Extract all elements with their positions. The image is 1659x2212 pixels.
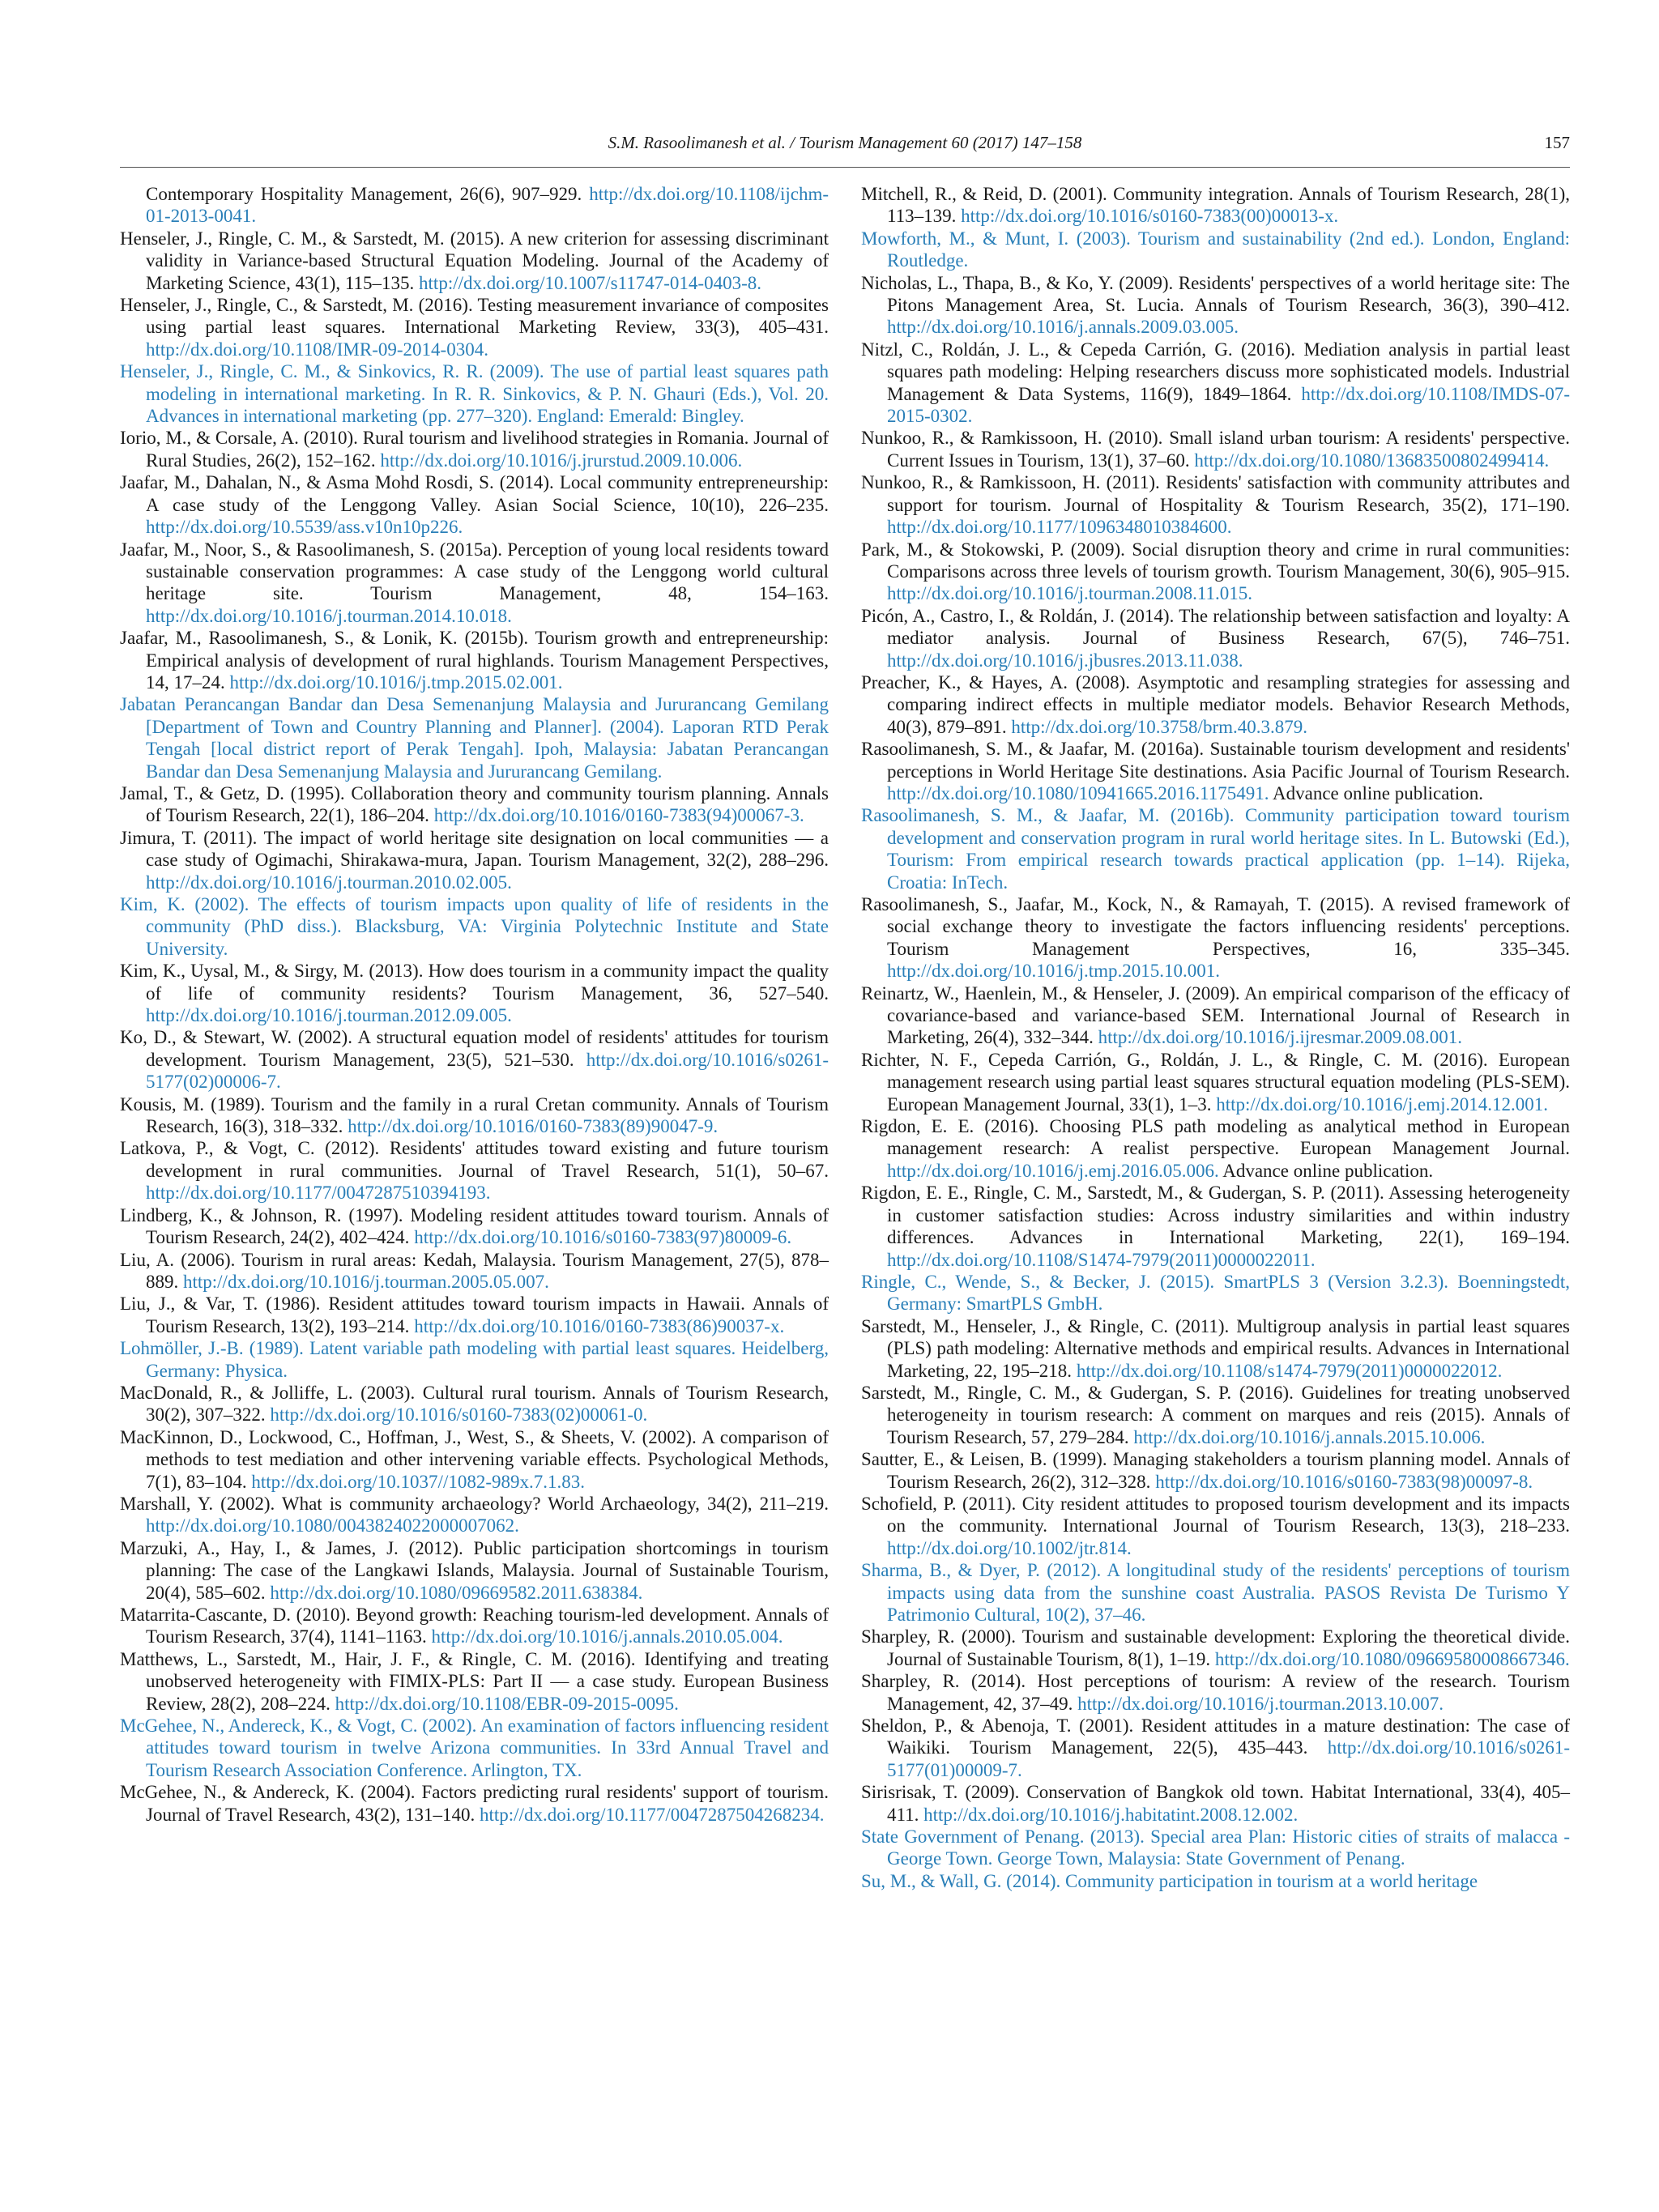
reference-entry bbox=[861, 1315, 1570, 1382]
reference-text: MacKinnon, D., Lockwood, C., Hoffman, J., West, S., & Sheets, V. (2002). A comparison of methods to test mediation and other intervening variable effects. Psychological Methods, 7(1), 83–104. bbox=[120, 1426, 829, 1492]
doi-link[interactable]: http://dx.doi.org/10.1016/j.ijresmar.2009.08.001. bbox=[1098, 1027, 1462, 1048]
reference-text: Jaafar, M., Dahalan, N., & Asma Mohd Rosdi, S. (2014). Local community entrepreneurship: A case study of the Lenggong Valley. Asian Social Science, 10(10), 226–235. bbox=[120, 472, 829, 515]
reference-text: Ringle, C., Wende, S., & Becker, J. (2015). SmartPLS 3 (Version 3.2.3). Boenningstedt, Germany: SmartPLS GmbH. bbox=[861, 1271, 1570, 1315]
doi-link[interactable]: http://dx.doi.org/10.1108/IMR-09-2014-0304. bbox=[146, 339, 488, 360]
reference-text: MacDonald, R., & Jolliffe, L. (2003). Cultural rural tourism. Annals of Tourism Research, 30(2), 307–322. bbox=[120, 1382, 829, 1426]
reference-text: Kim, K., Uysal, M., & Sirgy, M. (2013). How does tourism in a community impact the quality of life of community residents? Tourism Management, 36, 527–540. bbox=[120, 961, 829, 1004]
reference-text: Su, M., & Wall, G. (2014). Community participation in tourism at a world heritage bbox=[861, 1870, 1478, 1891]
reference-text: Jaafar, M., Rasoolimanesh, S., & Lonik, K. (2015b). Tourism growth and entrepreneurship: Empirical analysis of development of rural highlands. Tourism Management Perspectives, 14, 17–24. bbox=[120, 628, 829, 693]
doi-link[interactable]: http://dx.doi.org/10.1108/S1474-7979(2011)0000022011. bbox=[887, 1249, 1316, 1270]
reference-entry bbox=[120, 1382, 829, 1426]
reference-entry bbox=[120, 782, 829, 827]
reference-entry bbox=[861, 1182, 1570, 1271]
reference-entry bbox=[861, 1781, 1570, 1826]
doi-link[interactable]: http://dx.doi.org/10.1080/13683500802499414. bbox=[1194, 450, 1550, 471]
doi-link[interactable]: http://dx.doi.org/10.1016/j.annals.2010.05.004. bbox=[431, 1626, 783, 1647]
reference-text: Picón, A., Castro, I., & Roldán, J. (2014). The relationship between satisfaction and loyalty: A mediator analysis. Journal of Business Research, 67(5), 746–751. bbox=[861, 605, 1570, 649]
reference-text: Mitchell, R., & Reid, D. (2001). Community integration. Annals of Tourism Research, 28(1), 113–139. bbox=[861, 184, 1570, 227]
doi-link[interactable]: http://dx.doi.org/10.1080/0043824022000007062. bbox=[146, 1515, 519, 1536]
reference-text: Liu, A. (2006). Tourism in rural areas: Kedah, Malaysia. Tourism Management, 27(5), 878–889. bbox=[120, 1249, 829, 1292]
reference-entry bbox=[120, 471, 829, 538]
doi-link[interactable]: http://dx.doi.org/10.1016/0160-7383(86)90037-x. bbox=[414, 1315, 785, 1336]
reference-text: Henseler, J., Ringle, C. M., & Sinkovics, R. R. (2009). The use of partial least squares path modeling in international marketing. In R. R. Sinkovics, & P. N. Ghauri (Eds.), Vol. 20. Advances in international marketing (pp. 277–320). England: Emerald: Bingley. bbox=[120, 361, 829, 427]
reference-entry bbox=[120, 1093, 829, 1138]
doi-link[interactable]: http://dx.doi.org/10.1016/j.tourman.2013.10.007. bbox=[1077, 1693, 1444, 1714]
doi-link[interactable]: http://dx.doi.org/10.1177/0047287504268234. bbox=[480, 1804, 825, 1825]
reference-text: McGehee, N., & Andereck, K. (2004). Factors predicting rural residents' support of tourism. Journal of Travel Research, 43(2), 131–140. bbox=[120, 1782, 829, 1825]
reference-entry bbox=[120, 1537, 829, 1604]
reference-entry bbox=[120, 1137, 829, 1204]
reference-entry bbox=[861, 1115, 1570, 1182]
running-header bbox=[120, 130, 1570, 156]
reference-entry bbox=[861, 1493, 1570, 1559]
reference-text: Matthews, L., Sarstedt, M., Hair, J. F., & Ringle, C. M. (2016). Identifying and treating unobserved heterogeneity with FIMIX-PLS: Part II — a case study. European Business Review, 28(2), 208–224. bbox=[120, 1648, 829, 1714]
reference-text: Jaafar, M., Noor, S., & Rasoolimanesh, S. (2015a). Perception of young local residents toward sustainable conservation programmes: A case study of the Lenggong world cultural heritage site. Tourism Management, 48, 154–163. bbox=[120, 539, 829, 604]
doi-link[interactable]: http://dx.doi.org/10.1080/09669580008667346. bbox=[1214, 1648, 1570, 1669]
reference-text: Jabatan Perancangan Bandar dan Desa Semenanjung Malaysia and Jururancang Gemilang [Department of Town and Country Planning and Planner]. (2004). Laporan RTD Perak Tengah [local district report of Perak Tengah]. Ipoh, Malaysia: Jabatan Perancangan Bandar dan Desa Semenanjung Malaysia and Jururancang Gemilang. bbox=[120, 694, 829, 782]
reference-text: Latkova, P., & Vogt, C. (2012). Residents' attitudes toward existing and future tourism development in rural communities. Journal of Travel Research, 51(1), 50–67. bbox=[120, 1138, 829, 1181]
doi-link[interactable]: http://dx.doi.org/10.1016/s0261-5177(01)00009-7. bbox=[887, 1737, 1571, 1780]
doi-link[interactable]: http://dx.doi.org/10.1002/jtr.814. bbox=[887, 1537, 1132, 1558]
reference-entry bbox=[861, 1271, 1570, 1315]
reference-entry bbox=[120, 1604, 829, 1648]
reference-text: Ko, D., & Stewart, W. (2002). A structural equation model of residents' attitudes for tourism development. Tourism Management, 23(5), 521–530. bbox=[120, 1027, 829, 1070]
reference-entry bbox=[861, 183, 1570, 228]
reference-text: Lohmöller, J.-B. (1989). Latent variable path modeling with partial least squares. Heidelberg, Germany: Physica. bbox=[120, 1338, 829, 1381]
reference-text: State Government of Penang. (2013). Special area Plan: Historic cities of straits of malacca - George Town. George Town, Malaysia: State Government of Penang. bbox=[861, 1826, 1570, 1869]
reference-entry bbox=[120, 627, 829, 693]
doi-link[interactable]: http://dx.doi.org/10.1016/0160-7383(94)00067-3. bbox=[433, 805, 804, 826]
reference-text: Jamal, T., & Getz, D. (1995). Collaboration theory and community tourism planning. Annals of Tourism Research, 22(1), 186–204. bbox=[120, 782, 829, 826]
reference-entry bbox=[120, 228, 829, 294]
left-reference-column bbox=[120, 183, 829, 1826]
doi-link[interactable]: http://dx.doi.org/10.3758/brm.40.3.879. bbox=[1011, 716, 1307, 737]
reference-text: Marzuki, A., Hay, I., & James, J. (2012). Public participation shortcomings in tourism planning: The case of the Langkawi Islands, Malaysia. Journal of Sustainable Tourism, 20(4), 585–602. bbox=[120, 1537, 829, 1603]
doi-link[interactable]: http://dx.doi.org/10.1016/j.tmp.2015.10.001. bbox=[887, 961, 1221, 982]
doi-link[interactable]: http://dx.doi.org/10.1080/09669582.2011.638384. bbox=[270, 1582, 643, 1603]
reference-entry bbox=[120, 960, 829, 1026]
reference-entry bbox=[861, 339, 1570, 428]
reference-entry bbox=[120, 693, 829, 782]
reference-entry bbox=[120, 183, 829, 228]
reference-entry bbox=[120, 1648, 829, 1715]
reference-entry bbox=[120, 1249, 829, 1294]
doi-link[interactable]: http://dx.doi.org/10.1016/j.annals.2009.03.005. bbox=[887, 317, 1239, 338]
doi-link[interactable]: http://dx.doi.org/10.1016/j.tourman.2012.09.005. bbox=[146, 1005, 512, 1026]
reference-entry bbox=[120, 1204, 829, 1249]
reference-text: Sharpley, R. (2000). Tourism and sustainable development: Exploring the theoretical divide. Journal of Sustainable Tourism, 8(1), 1–19. bbox=[861, 1626, 1570, 1669]
reference-text: Sirisrisak, T. (2009). Conservation of Bangkok old town. Habitat International, 33(4), 405–411. bbox=[861, 1782, 1570, 1825]
reference-text: Sharpley, R. (2014). Host perceptions of tourism: A review of the research. Tourism Management, 42, 37–49. bbox=[861, 1671, 1570, 1714]
doi-link[interactable]: http://dx.doi.org/10.1016/j.annals.2015.10.006. bbox=[1133, 1426, 1486, 1447]
doi-link[interactable]: http://dx.doi.org/10.1177/0047287510394193. bbox=[146, 1183, 491, 1204]
reference-entry bbox=[861, 471, 1570, 538]
doi-link[interactable]: http://dx.doi.org/10.1016/j.tourman.2010.02.005. bbox=[146, 872, 512, 893]
reference-text: Preacher, K., & Hayes, A. (2008). Asymptotic and resampling strategies for assessing and comparing indirect effects in multiple mediator models. Behavior Research Methods, 40(3), 879–891. bbox=[861, 671, 1570, 737]
right-reference-column bbox=[861, 183, 1570, 1892]
reference-entry bbox=[120, 1026, 829, 1093]
reference-entry bbox=[120, 1337, 829, 1382]
reference-text: Marshall, Y. (2002). What is community archaeology? World Archaeology, 34(2), 211–219. bbox=[120, 1493, 829, 1514]
reference-text: Sheldon, P., & Abenoja, T. (2001). Resident attitudes in a mature destination: The case of Waikiki. Tourism Management, 22(5), 435–443. bbox=[861, 1715, 1570, 1758]
doi-link[interactable]: http://dx.doi.org/10.1016/j.jbusres.2013.11.038. bbox=[887, 650, 1243, 671]
reference-entry bbox=[120, 1493, 829, 1537]
doi-link[interactable]: http://dx.doi.org/10.1016/j.tourman.2008.11.015. bbox=[887, 583, 1253, 604]
reference-text: Matarrita-Cascante, D. (2010). Beyond growth: Reaching tourism-led development. Annals of Tourism Research, 37(4), 1141–1163. bbox=[120, 1605, 829, 1647]
doi-link[interactable]: http://dx.doi.org/10.5539/ass.v10n10p226. bbox=[146, 517, 463, 538]
doi-link[interactable]: http://dx.doi.org/10.1016/s0160-7383(02)00061-0. bbox=[270, 1404, 648, 1426]
reference-entry bbox=[861, 1382, 1570, 1448]
reference-text: Nitzl, C., Roldán, J. L., & Cepeda Carrión, G. (2016). Mediation analysis in partial least squares path modeling: Helping researchers discuss more sophisticated models. Industrial Management & Data Systems, 116(9), 1849–1864. bbox=[861, 339, 1570, 404]
reference-entry bbox=[120, 1781, 829, 1826]
reference-entry bbox=[861, 1049, 1570, 1115]
reference-text: Lindberg, K., & Johnson, R. (1997). Modeling resident attitudes toward tourism. Annals of Tourism Research, 24(2), 402–424. bbox=[120, 1204, 829, 1248]
reference-entry bbox=[120, 427, 829, 471]
reference-text: Henseler, J., Ringle, C. M., & Sarstedt, M. (2015). A new criterion for assessing discriminant validity in Variance-based Structural Equation Modeling. Journal of the Academy of Marketing Science, 43(1), 115–135. bbox=[120, 228, 829, 293]
reference-entry bbox=[861, 539, 1570, 605]
reference-entry bbox=[120, 294, 829, 360]
reference-text: Henseler, J., Ringle, C., & Sarstedt, M. (2016). Testing measurement invariance of composites using partial least squares. International Marketing Review, 33(3), 405–431. bbox=[120, 295, 829, 338]
page-number: 157 bbox=[1544, 133, 1570, 152]
doi-link[interactable]: http://dx.doi.org/10.1016/s0160-7383(97)80009-6. bbox=[414, 1227, 792, 1248]
doi-link[interactable]: http://dx.doi.org/10.1016/j.tmp.2015.02.001. bbox=[229, 671, 563, 693]
reference-text: Sarstedt, M., Henseler, J., & Ringle, C. (2011). Multigroup analysis in partial least squares (PLS) path modeling: Alternative methods and empirical results. Advances in International Marketing, 22, 195–218. bbox=[861, 1315, 1570, 1381]
reference-entry bbox=[120, 539, 829, 628]
reference-entry bbox=[120, 893, 829, 960]
doi-link[interactable]: http://dx.doi.org/10.1177/1096348010384600. bbox=[887, 517, 1232, 538]
reference-entry bbox=[861, 1626, 1570, 1670]
reference-entry bbox=[861, 1559, 1570, 1626]
doi-link[interactable]: http://dx.doi.org/10.1080/10941665.2016.1175491. bbox=[887, 782, 1269, 803]
doi-link[interactable]: http://dx.doi.org/10.1108/ijchm-01-2013-0041. bbox=[146, 184, 830, 227]
reference-entry bbox=[861, 228, 1570, 272]
doi-link[interactable]: http://dx.doi.org/10.1016/j.jrurstud.2009.10.006. bbox=[380, 450, 743, 471]
reference-entry bbox=[861, 1715, 1570, 1781]
reference-text: Mowforth, M., & Munt, I. (2003). Tourism and sustainability (2nd ed.). London, England: Routledge. bbox=[861, 228, 1570, 271]
header-rule bbox=[120, 167, 1570, 168]
reference-entry bbox=[861, 671, 1570, 738]
doi-link[interactable]: http://dx.doi.org/10.1016/s0160-7383(00)00013-x. bbox=[961, 206, 1339, 227]
doi-link[interactable]: http://dx.doi.org/10.1016/j.tourman.2005.05.007. bbox=[183, 1271, 549, 1292]
doi-link[interactable]: http://dx.doi.org/10.1007/s11747-014-0403-8. bbox=[419, 272, 761, 293]
reference-text: McGehee, N., Andereck, K., & Vogt, C. (2002). An examination of factors influencing resident attitudes toward tourism in twelve Arizona communities. In 33rd Annual Travel and Tourism Research Association Conference. Arlington, TX. bbox=[120, 1715, 829, 1780]
reference-text: Nunkoo, R., & Ramkissoon, H. (2011). Residents' satisfaction with community attributes and support for tourism. Journal of Hospitality & Tourism Research, 35(2), 171–190. bbox=[861, 472, 1570, 515]
reference-text: Sharma, B., & Dyer, P. (2012). A longitudinal study of the residents' perceptions of tourism impacts using data from the sunshine coast Australia. PASOS Revista De Turismo Y Patrimonio Cultural, 10(2), 37–46. bbox=[861, 1560, 1570, 1625]
reference-entry bbox=[861, 1826, 1570, 1870]
reference-text: Jimura, T. (2011). The impact of world heritage site designation on local communities — a case study of Ogimachi, Shirakawa-mura, Japan. Tourism Management, 32(2), 288–296. bbox=[120, 827, 829, 871]
reference-text: Kim, K. (2002). The effects of tourism impacts upon quality of life of residents in the community (PhD diss.). Blacksburg, VA: Virginia Polytechnic Institute and State University. bbox=[120, 894, 829, 959]
reference-text: Sautter, E., & Leisen, B. (1999). Managing stakeholders a tourism planning model. Annals of Tourism Research, 26(2), 312–328. bbox=[861, 1449, 1570, 1492]
doi-link[interactable]: http://dx.doi.org/10.1016/j.emj.2014.12.001. bbox=[1216, 1093, 1548, 1115]
reference-entry bbox=[861, 804, 1570, 893]
reference-entry bbox=[120, 1426, 829, 1493]
reference-text: Park, M., & Stokowski, P. (2009). Social disruption theory and crime in rural communities: Comparisons across three levels of tourism growth. Tourism Management, 30(6), 905–915. bbox=[861, 539, 1570, 582]
reference-text: Nunkoo, R., & Ramkissoon, H. (2010). Small island urban tourism: A residents' perspective. Current Issues in Tourism, 13(1), 37–60. bbox=[861, 428, 1570, 471]
reference-entry bbox=[861, 272, 1570, 339]
doi-link[interactable]: http://dx.doi.org/10.1016/s0261-5177(02)00006-7. bbox=[146, 1049, 829, 1093]
reference-text: Rigdon, E. E. (2016). Choosing PLS path modeling as analytical method in European management research: A realist perspective. European Management Journal. bbox=[861, 1116, 1570, 1159]
reference-text: Liu, J., & Var, T. (1986). Resident attitudes toward tourism impacts in Hawaii. Annals of Tourism Research, 13(2), 193–214. bbox=[120, 1294, 829, 1336]
reference-text: Rasoolimanesh, S. M., & Jaafar, M. (2016a). Sustainable tourism development and residents' perceptions in World Heritage Site destinations. Asia Pacific Journal of Tourism Research. bbox=[861, 739, 1570, 782]
reference-text: Kousis, M. (1989). Tourism and the family in a rural Cretan community. Annals of Tourism Research, 16(3), 318–332. bbox=[120, 1093, 829, 1137]
reference-text: Reinartz, W., Haenlein, M., & Henseler, J. (2009). An empirical comparison of the efficacy of covariance-based and variance-based SEM. International Journal of Research in Marketing, 26(4), 332–344. bbox=[861, 982, 1570, 1048]
reference-entry bbox=[120, 1715, 829, 1781]
running-title: S.M. Rasoolimanesh et al. / Tourism Management 60 (2017) 147–158 bbox=[608, 133, 1082, 152]
reference-entry bbox=[861, 738, 1570, 804]
doi-link[interactable]: http://dx.doi.org/10.1108/s1474-7979(2011)0000022012. bbox=[1076, 1360, 1503, 1381]
reference-entry bbox=[120, 827, 829, 893]
reference-entry bbox=[120, 360, 829, 427]
doi-link[interactable]: http://dx.doi.org/10.1016/0160-7383(89)90047-9. bbox=[348, 1116, 719, 1137]
reference-text: Iorio, M., & Corsale, A. (2010). Rural tourism and livelihood strategies in Romania. Journal of Rural Studies, 26(2), 152–162. bbox=[120, 428, 829, 471]
doi-link[interactable]: http://dx.doi.org/10.1037//1082-989x.7.1.83. bbox=[251, 1471, 585, 1492]
reference-entry bbox=[861, 1448, 1570, 1493]
reference-entry bbox=[861, 1870, 1570, 1892]
reference-text: Rasoolimanesh, S. M., & Jaafar, M. (2016b). Community participation toward tourism development and conservation program in rural world heritage sites. In L. Butowski (Ed.), Tourism: From empirical research towards practical application (pp. 1–14). Rijeka, Croatia: InTech. bbox=[861, 805, 1570, 893]
reference-text: Nicholas, L., Thapa, B., & Ko, Y. (2009). Residents' perspectives of a world heritage site: The Pitons Management Area, St. Lucia. Annals of Tourism Research, 36(3), 390–412. bbox=[861, 272, 1570, 316]
doi-link[interactable]: http://dx.doi.org/10.1016/j.habitatint.2008.12.002. bbox=[923, 1804, 1299, 1825]
reference-entry bbox=[861, 427, 1570, 471]
reference-text: Contemporary Hospitality Management, 26(6), 907–929. bbox=[146, 184, 582, 204]
reference-entry bbox=[120, 1293, 829, 1337]
reference-entry bbox=[861, 982, 1570, 1049]
reference-text: Sarstedt, M., Ringle, C. M., & Gudergan, S. P. (2016). Guidelines for treating unobserved heterogeneity in tourism research: A comment on marques and reis (2015). Annals of Tourism Research, 57, 279–284. bbox=[861, 1382, 1570, 1447]
reference-text: Rasoolimanesh, S., Jaafar, M., Kock, N., & Ramayah, T. (2015). A revised framework of social exchange theory to investigate the factors influencing residents' perceptions. Tourism Management Perspectives, 16, 335–345. bbox=[861, 894, 1570, 959]
reference-entry bbox=[861, 1670, 1570, 1715]
reference-text: Rigdon, E. E., Ringle, C. M., Sarstedt, M., & Gudergan, S. P. (2011). Assessing heterogeneity in customer satisfaction studies: Across industry similarities and within industry differences. Advances in International Marketing, 22(1), 169–194. bbox=[861, 1183, 1570, 1248]
doi-link[interactable]: http://dx.doi.org/10.1016/j.tourman.2014.10.018. bbox=[146, 605, 512, 626]
reference-entry bbox=[861, 893, 1570, 982]
reference-text: Richter, N. F., Cepeda Carrión, G., Roldán, J. L., & Ringle, C. M. (2016). European management research using partial least squares structural equation modeling (PLS-SEM). European Management Journal, 33(1), 1–3. bbox=[861, 1049, 1570, 1115]
doi-link[interactable]: http://dx.doi.org/10.1108/IMDS-07-2015-0302. bbox=[887, 383, 1570, 427]
reference-suffix: Advance online publication. bbox=[1269, 782, 1483, 803]
reference-entry bbox=[861, 605, 1570, 671]
doi-link[interactable]: http://dx.doi.org/10.1016/j.emj.2016.05.006. bbox=[887, 1160, 1219, 1181]
doi-link[interactable]: http://dx.doi.org/10.1016/s0160-7383(98)00097-8. bbox=[1155, 1471, 1533, 1492]
reference-text: Schofield, P. (2011). City resident attitudes to proposed tourism development and its impacts on the community. International Journal of Tourism Research, 13(3), 218–233. bbox=[861, 1493, 1570, 1536]
reference-suffix: Advance online publication. bbox=[1218, 1160, 1434, 1181]
doi-link[interactable]: http://dx.doi.org/10.1108/EBR-09-2015-0095. bbox=[335, 1693, 679, 1714]
